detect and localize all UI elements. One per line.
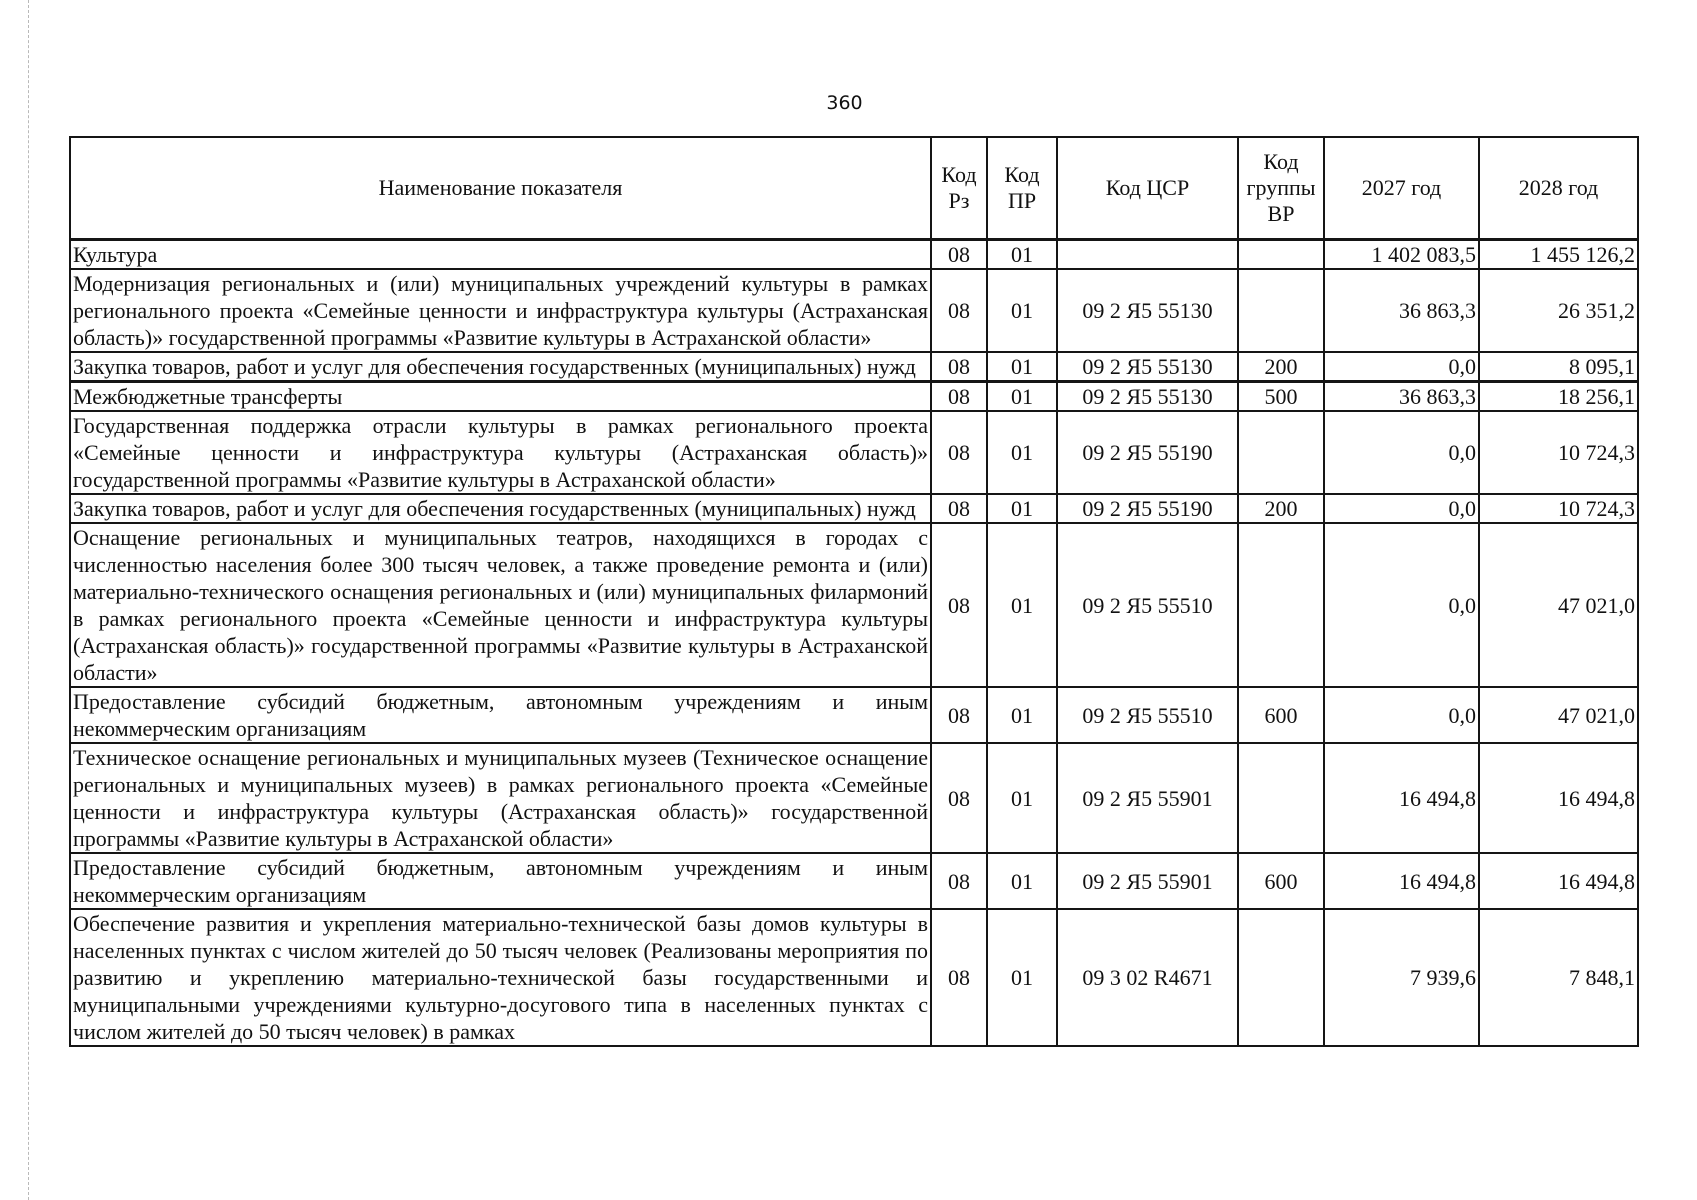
table-row [70, 352, 1638, 382]
row-pr: 01 [987, 240, 1057, 270]
row-vr: 200 [1238, 352, 1324, 382]
row-vr [1238, 269, 1324, 352]
row-rz: 08 [931, 687, 987, 743]
row-2028: 18 256,1 [1479, 382, 1638, 412]
header-name: Наименование показателя [70, 137, 931, 240]
page-margin-line [28, 0, 29, 1200]
row-pr: 01 [987, 494, 1057, 523]
row-rz: 08 [931, 853, 987, 909]
table-row [70, 269, 1638, 352]
row-rz: 08 [931, 743, 987, 853]
header-2027: 2027 год [1324, 137, 1479, 240]
row-pr: 01 [987, 269, 1057, 352]
row-csr: 09 2 Я5 55130 [1057, 269, 1238, 352]
row-name: Закупка товаров, работ и услуг для обеспечения государственных (муниципальных) нужд [70, 494, 931, 523]
header-2028: 2028 год [1479, 137, 1638, 240]
budget-table [69, 136, 1639, 1047]
row-csr: 09 2 Я5 55901 [1057, 853, 1238, 909]
row-pr: 01 [987, 352, 1057, 382]
row-2028: 1 455 126,2 [1479, 240, 1638, 270]
row-vr [1238, 240, 1324, 270]
row-2027: 1 402 083,5 [1324, 240, 1479, 270]
row-rz: 08 [931, 909, 987, 1046]
row-pr: 01 [987, 411, 1057, 494]
row-2027: 36 863,3 [1324, 269, 1479, 352]
row-2027: 0,0 [1324, 523, 1479, 687]
header-vr: Код группы ВР [1238, 137, 1324, 240]
row-csr [1057, 240, 1238, 270]
row-name: Оснащение региональных и муниципальных театров, находящихся в городах с численностью населения более 300 тысяч человек, а также проведение ремонта и (или) материально-технического оснащения региональных и (или) муниципальных филармоний в рамках регионального проекта «Семейные ценности и инфраструктура культуры (Астраханская область)» государственной программы «Развитие культуры в Астраханской области» [70, 523, 931, 687]
row-csr: 09 2 Я5 55130 [1057, 382, 1238, 412]
row-name: Культура [70, 240, 931, 270]
row-pr: 01 [987, 909, 1057, 1046]
row-vr [1238, 523, 1324, 687]
header-csr: Код ЦСР [1057, 137, 1238, 240]
row-csr: 09 2 Я5 55510 [1057, 523, 1238, 687]
row-csr: 09 2 Я5 55190 [1057, 411, 1238, 494]
row-rz: 08 [931, 523, 987, 687]
row-rz: 08 [931, 494, 987, 523]
row-2028: 47 021,0 [1479, 523, 1638, 687]
row-vr: 200 [1238, 494, 1324, 523]
row-2028: 10 724,3 [1479, 494, 1638, 523]
row-pr: 01 [987, 382, 1057, 412]
row-2028: 26 351,2 [1479, 269, 1638, 352]
row-name: Государственная поддержка отрасли культуры в рамках регионального проекта «Семейные ценности и инфраструктура культуры (Астраханская область)» государственной программы «Развитие культуры в Астраханской области» [70, 411, 931, 494]
row-2028: 7 848,1 [1479, 909, 1638, 1046]
row-2027: 36 863,3 [1324, 382, 1479, 412]
row-2028: 16 494,8 [1479, 853, 1638, 909]
row-2027: 0,0 [1324, 494, 1479, 523]
table-header-row [70, 137, 1638, 240]
row-csr: 09 2 Я5 55190 [1057, 494, 1238, 523]
page-number [0, 92, 1697, 114]
table-row [70, 382, 1638, 412]
row-rz: 08 [931, 411, 987, 494]
row-pr: 01 [987, 853, 1057, 909]
page-number-text: 360 [826, 92, 863, 114]
row-2027: 0,0 [1324, 687, 1479, 743]
table-row [70, 240, 1638, 270]
row-rz: 08 [931, 352, 987, 382]
row-rz: 08 [931, 269, 987, 352]
table-row [70, 909, 1638, 1046]
table-row [70, 743, 1638, 853]
row-name: Предоставление субсидий бюджетным, автономным учреждениям и иным некоммерческим организациям [70, 853, 931, 909]
row-rz: 08 [931, 240, 987, 270]
row-vr [1238, 743, 1324, 853]
row-name: Модернизация региональных и (или) муниципальных учреждений культуры в рамках регионального проекта «Семейные ценности и инфраструктура культуры (Астраханская область)» государственной программы «Развитие культуры в Астраханской области» [70, 269, 931, 352]
row-2028: 8 095,1 [1479, 352, 1638, 382]
row-pr: 01 [987, 523, 1057, 687]
row-2027: 0,0 [1324, 352, 1479, 382]
row-2027: 7 939,6 [1324, 909, 1479, 1046]
table-row [70, 687, 1638, 743]
header-pr: Код ПР [987, 137, 1057, 240]
row-2028: 10 724,3 [1479, 411, 1638, 494]
row-2027: 16 494,8 [1324, 853, 1479, 909]
row-name: Предоставление субсидий бюджетным, автономным учреждениям и иным некоммерческим организациям [70, 687, 931, 743]
row-csr: 09 2 Я5 55901 [1057, 743, 1238, 853]
row-vr: 600 [1238, 687, 1324, 743]
row-pr: 01 [987, 743, 1057, 853]
row-2027: 0,0 [1324, 411, 1479, 494]
row-name: Закупка товаров, работ и услуг для обеспечения государственных (муниципальных) нужд [70, 352, 931, 382]
row-2028: 16 494,8 [1479, 743, 1638, 853]
row-vr [1238, 411, 1324, 494]
row-csr: 09 3 02 R4671 [1057, 909, 1238, 1046]
row-csr: 09 2 Я5 55130 [1057, 352, 1238, 382]
row-name: Межбюджетные трансферты [70, 382, 931, 412]
row-vr: 500 [1238, 382, 1324, 412]
row-rz: 08 [931, 382, 987, 412]
row-pr: 01 [987, 687, 1057, 743]
table-row [70, 523, 1638, 687]
row-csr: 09 2 Я5 55510 [1057, 687, 1238, 743]
row-name: Обеспечение развития и укрепления материально-технической базы домов культуры в населенных пунктах с числом жителей до 50 тысяч человек (Реализованы мероприятия по развитию и укреплению материально-технической базы государственными и муниципальными учреждениями культурно-досугового типа в населенных пунктах с числом жителей до 50 тысяч человек) в рамках [70, 909, 931, 1046]
row-vr: 600 [1238, 853, 1324, 909]
table-row [70, 494, 1638, 523]
table-row [70, 853, 1638, 909]
row-name: Техническое оснащение региональных и муниципальных музеев (Техническое оснащение региональных и муниципальных музеев) в рамках регионального проекта «Семейные ценности и инфраструктура культуры (Астраханская область)» государственной программы «Развитие культуры в Астраханской области» [70, 743, 931, 853]
table-row [70, 411, 1638, 494]
row-2027: 16 494,8 [1324, 743, 1479, 853]
header-rz: Код Рз [931, 137, 987, 240]
row-2028: 47 021,0 [1479, 687, 1638, 743]
row-vr [1238, 909, 1324, 1046]
